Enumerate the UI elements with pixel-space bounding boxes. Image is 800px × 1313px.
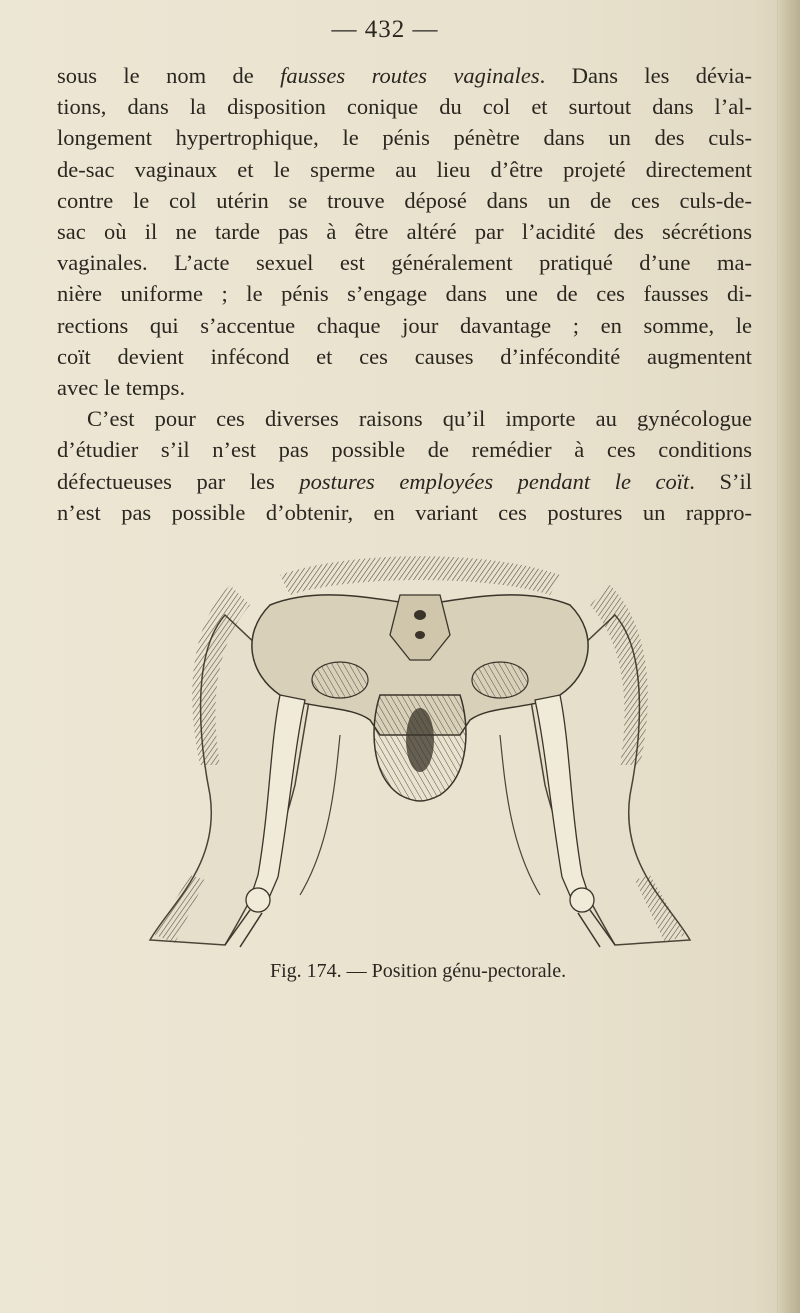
page-edge — [777, 0, 800, 1313]
text-line — [57, 91, 752, 122]
text-line — [57, 341, 752, 372]
text-line — [57, 216, 752, 247]
text-segment: coït devient infécond et ces causes d’infécondité augmentent — [57, 343, 752, 369]
text-segment: de-sac vaginaux et le sperme au lieu d’être projeté directement — [57, 156, 752, 182]
text-segment: nière uniforme ; le pénis s’engage dans une de ces fausses di- — [57, 281, 752, 307]
text-segment: contre le col utérin se trouve déposé dans un de ces culs-de- — [57, 187, 752, 213]
italic-phrase: postures employées pendant le coït — [299, 468, 690, 494]
body-text — [57, 60, 752, 528]
text-segment: sous le nom de — [57, 63, 281, 88]
text-line — [57, 497, 752, 528]
text-segment: avec le temps. — [57, 375, 186, 401]
anatomical-illustration — [130, 545, 710, 950]
text-line — [57, 185, 752, 216]
text-line — [57, 60, 752, 91]
text-segment: défectueuses par les — [57, 468, 300, 494]
text-line — [57, 372, 752, 403]
text-line — [57, 403, 752, 434]
page-number: — 432 — — [331, 16, 439, 43]
text-segment: . Dans les dévia- — [539, 63, 753, 88]
text-line — [57, 434, 752, 465]
text-line — [57, 122, 752, 153]
text-line — [57, 154, 752, 185]
figure-caption: Fig. 174. — Position génu-pectorale. — [270, 960, 567, 982]
text-segment: rections qui s’accentue chaque jour davantage ; en somme, le — [57, 312, 752, 338]
text-segment: sac où il ne tarde pas à être altéré par l’acidité des sécrétions — [57, 219, 752, 245]
text-segment: n’est pas possible d’obtenir, en variant ces postures un rappro- — [57, 499, 752, 525]
text-line — [57, 310, 752, 341]
text-segment: longement hypertrophique, le pénis pénètre dans un des culs- — [57, 125, 752, 151]
italic-phrase: fausses routes vaginales — [280, 63, 540, 88]
text-segment: d’étudier s’il n’est pas possible de remédier à ces conditions — [57, 437, 752, 463]
text-segment: C’est pour ces diverses raisons qu’il importe au gynécologue — [87, 406, 752, 432]
text-line — [57, 247, 752, 278]
text-line — [57, 278, 752, 309]
text-segment: vaginales. L’acte sexuel est généralement pratiqué d’une ma- — [57, 250, 752, 276]
text-segment: . S’il — [689, 468, 752, 494]
text-segment: tions, dans la disposition conique du col et surtout dans l’al- — [57, 94, 752, 120]
text-line — [57, 466, 752, 497]
